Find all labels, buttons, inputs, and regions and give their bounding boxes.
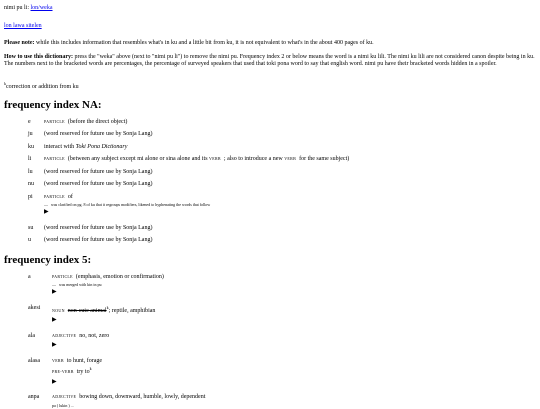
how-to-use xyxy=(4,54,536,69)
entry-body xyxy=(44,131,536,140)
definition-line xyxy=(44,237,536,245)
entry-body xyxy=(44,156,536,165)
dictionary-entry xyxy=(28,333,536,354)
definition-text: (word reserved for future use by Sonja Lang) xyxy=(44,168,153,175)
definition-text: of xyxy=(67,193,73,200)
definition-line xyxy=(44,156,536,164)
part-of-speech: ADJECTIVE xyxy=(52,394,77,399)
dictionary-entry xyxy=(28,274,536,301)
breadcrumb xyxy=(4,5,536,13)
entry-word: akesi xyxy=(28,304,41,311)
entry-word: pi xyxy=(28,193,33,200)
definition-text: ; also to introduce a new xyxy=(223,156,285,163)
section-heading: frequency index NA: xyxy=(4,99,102,111)
entry-word: nu xyxy=(28,181,34,188)
crumb-link[interactable]: lon/weka xyxy=(30,5,53,11)
entry-body xyxy=(52,274,536,301)
definition-text: (word reserved for future use by Sonja Lang) xyxy=(44,131,153,138)
part-of-speech: PARTICLE xyxy=(52,273,73,279)
entry-body xyxy=(52,333,536,354)
part-of-speech: NOUN xyxy=(52,307,65,313)
definition-line xyxy=(52,358,536,366)
definition-line xyxy=(52,403,536,408)
definition-line xyxy=(52,333,536,341)
entry-body xyxy=(44,225,536,234)
how-to-label: How to use this dictionary: xyxy=(4,53,73,60)
definition-line xyxy=(52,366,536,377)
part-of-speech: VERB xyxy=(209,156,221,162)
disclosure-triangle-icon[interactable]: ▶ xyxy=(44,209,49,216)
entry-word: alasa xyxy=(28,357,40,364)
definition-emphasis: Toki Pona Dictionary xyxy=(75,143,128,150)
part-of-speech: VERB xyxy=(284,156,297,162)
part-of-speech: PARTICLE xyxy=(44,118,65,124)
how-to-text: press the "weka" above (next to "nimi pu li") to remove the nimi pu. Frequency index 2 or below means the word is a nimi ku lili. The nimi ku lili are not considered canon despite being in ku. The numbers next to the bracketed words are percentages, the percentage of surveyed speakers that used that toki pona word to say that english word. nimi pu have their bracketed words hidden in a spoiler. xyxy=(4,53,535,67)
dictionary-entry xyxy=(28,181,536,190)
disclosure-triangle-icon[interactable]: ▶ xyxy=(52,378,57,385)
entry-body xyxy=(44,169,536,178)
definition-text: (word reserved for future use by Sonja Lang) xyxy=(44,237,153,244)
entry-note xyxy=(44,202,536,207)
ku-mark: k xyxy=(89,366,92,371)
struck-definition: non-cute animal xyxy=(67,307,107,314)
entry-body xyxy=(52,394,536,409)
definition-line xyxy=(44,169,536,177)
entry-body xyxy=(44,181,536,190)
dictionary-entry xyxy=(28,194,536,221)
entry-word: u xyxy=(28,237,31,244)
entry-body xyxy=(52,358,536,391)
definition-text: (word reserved for future use by Sonja Lang) xyxy=(44,181,153,188)
part-of-speech: PARTICLE xyxy=(44,156,65,162)
disclosure-triangle-icon[interactable]: ▶ xyxy=(52,342,57,348)
entry-word: li xyxy=(28,156,32,163)
definition-line xyxy=(44,225,536,233)
dictionary-entry xyxy=(28,394,536,409)
definition-line xyxy=(44,144,536,152)
entry-word: ju xyxy=(28,131,33,138)
definition-text: no, not, zero xyxy=(79,332,110,339)
entry-word: su xyxy=(28,224,34,231)
dictionary-entry xyxy=(28,305,536,329)
part-of-speech: PRE-VERB xyxy=(52,369,74,374)
definition-text: (emphasis, emotion or confirmation) xyxy=(75,273,164,280)
part-of-speech: VERB xyxy=(52,357,64,363)
entry-word: lu xyxy=(28,168,33,175)
definition-line xyxy=(44,194,536,202)
definition-text: for the same subject) xyxy=(299,156,350,163)
definition-text: (between any subject except mi alone or sina alone and its xyxy=(67,156,210,163)
language-link[interactable]: lon lawa sitelen xyxy=(4,22,42,29)
entry-body xyxy=(44,144,536,153)
definition-line xyxy=(44,119,536,127)
entry-body xyxy=(44,237,536,246)
dictionary-entry xyxy=(28,131,536,140)
definition-line xyxy=(44,131,536,139)
entry-word: ala xyxy=(28,332,35,339)
annotation-text: correction or addition from ku xyxy=(6,83,79,90)
definition-text: to hunt, forage xyxy=(66,357,103,364)
dictionary-entry xyxy=(28,144,536,153)
part-of-speech: ADJECTIVE xyxy=(52,332,77,338)
part-of-speech: PARTICLE xyxy=(44,193,65,199)
dictionary-entry xyxy=(28,119,536,128)
entry-body xyxy=(44,119,536,128)
entry-body xyxy=(52,305,536,329)
section-heading: frequency index 5: xyxy=(4,253,92,266)
entry-word: a xyxy=(28,273,31,280)
definition-line xyxy=(52,394,536,402)
dictionary-entry xyxy=(28,156,536,165)
annotation-legend xyxy=(4,81,536,92)
definition-text: interact with xyxy=(44,143,76,150)
ku-mark: k xyxy=(106,304,109,310)
disclosure-triangle-icon[interactable]: ▶ xyxy=(52,317,57,323)
dictionary-entry xyxy=(28,237,536,246)
definition-line xyxy=(52,274,536,282)
please-note xyxy=(4,40,536,48)
annotation-mark: k xyxy=(4,80,6,86)
note-dash: — xyxy=(44,202,48,208)
please-note-label: Please note: xyxy=(4,40,35,46)
entry-note xyxy=(52,282,536,287)
disclosure-triangle-icon[interactable]: ▶ xyxy=(52,289,57,295)
definition-line xyxy=(52,305,536,316)
definition-text: try to xyxy=(76,369,90,375)
definition-text: ; reptile, amphibian xyxy=(108,307,156,314)
entry-body xyxy=(44,194,536,221)
dictionary-entry xyxy=(28,358,536,391)
note-dash: — xyxy=(52,282,56,287)
please-note-text: while this includes information that resembles what's in ku and a little bit from ku, it is not equivalent to what's in the about 400 pages of ku. xyxy=(34,40,374,46)
entry-word: e xyxy=(28,118,31,125)
dictionary-sections xyxy=(4,99,536,409)
entry-word: ku xyxy=(28,143,34,150)
definition-text: (word reserved for future use by Sonja Lang) xyxy=(44,224,153,231)
definition-line xyxy=(44,181,536,189)
note-text: was merged with kin in pu xyxy=(59,282,102,287)
definition-text: pa ( lukin ) ... xyxy=(52,402,74,408)
crumb-prefix: nimi pu li: xyxy=(4,5,31,11)
definition-text: bowing down, downward, humble, lowly, dependent xyxy=(79,394,206,400)
note-text: was clarified on pg. 8 of ku that it regroups modifiers, likened to hyphenating the words that follow xyxy=(51,202,211,208)
dictionary-entry xyxy=(28,169,536,178)
definition-text: (before the direct object) xyxy=(67,118,128,125)
dictionary-entry xyxy=(28,225,536,234)
entry-word: anpa xyxy=(28,394,40,400)
